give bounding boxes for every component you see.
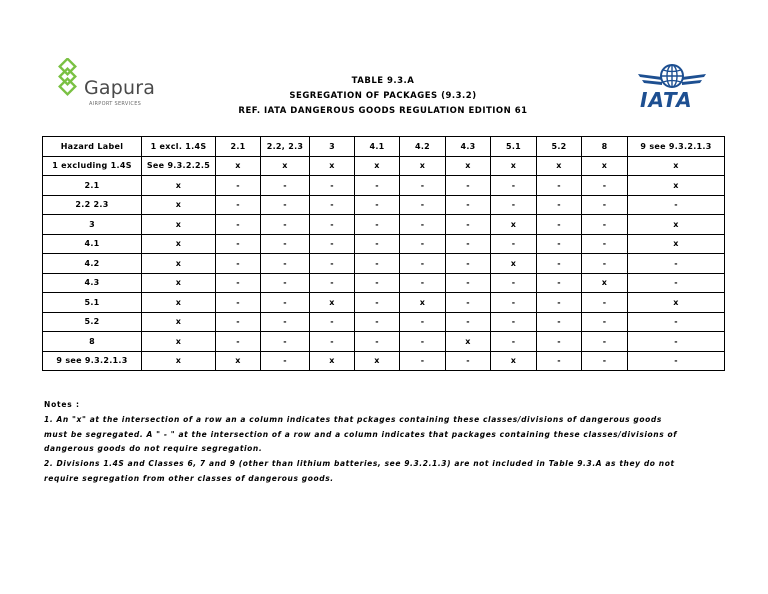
segregation-cell: x xyxy=(582,156,628,176)
segregation-cell: - xyxy=(491,195,537,215)
segregation-cell: - xyxy=(261,351,310,371)
column-header: 4.1 xyxy=(355,137,400,157)
column-header: 9 see 9.3.2.1.3 xyxy=(628,137,725,157)
table-row xyxy=(43,156,725,176)
row-hazard-label: 3 xyxy=(43,215,142,235)
segregation-cell: - xyxy=(537,351,582,371)
segregation-cell: - xyxy=(582,293,628,313)
segregation-cell: x xyxy=(310,351,355,371)
segregation-cell: - xyxy=(582,312,628,332)
segregation-cell: - xyxy=(582,195,628,215)
note-line: 1. An "x" at the intersection of a row an a column indicates that pckages containing these classes/divisions of dangerous goods xyxy=(44,414,662,424)
column-header: 1 excl. 1.4S xyxy=(142,137,216,157)
segregation-cell: - xyxy=(491,176,537,196)
table-row xyxy=(43,234,725,254)
notes-heading: Notes : xyxy=(44,400,80,409)
row-hazard-label: 5.2 xyxy=(43,312,142,332)
column-header: 4.2 xyxy=(400,137,446,157)
segregation-cell: - xyxy=(537,332,582,352)
segregation-cell: - xyxy=(261,332,310,352)
segregation-cell: - xyxy=(446,195,491,215)
segregation-cell: x xyxy=(491,215,537,235)
segregation-cell: x xyxy=(355,156,400,176)
segregation-table xyxy=(42,136,725,371)
segregation-cell: - xyxy=(628,312,725,332)
segregation-cell: - xyxy=(216,312,261,332)
row-hazard-label: 2.2 2.3 xyxy=(43,195,142,215)
column-header: 5.1 xyxy=(491,137,537,157)
segregation-cell: x xyxy=(216,156,261,176)
note-line: 2. Divisions 1.4S and Classes 6, 7 and 9 (other than lithium batteries, see 9.3.2.1.3) are not included in Table 9.3.A as they do not xyxy=(44,459,675,469)
segregation-cell: x xyxy=(142,351,216,371)
table-header-row xyxy=(43,137,725,157)
segregation-cell: x xyxy=(537,156,582,176)
segregation-cell: - xyxy=(582,234,628,254)
table-row xyxy=(43,215,725,235)
table-row xyxy=(43,293,725,313)
segregation-cell: x xyxy=(491,156,537,176)
segregation-cell: - xyxy=(310,176,355,196)
segregation-cell: - xyxy=(310,234,355,254)
segregation-cell: - xyxy=(216,293,261,313)
segregation-cell: - xyxy=(446,312,491,332)
segregation-cell: x xyxy=(628,215,725,235)
segregation-cell: - xyxy=(628,351,725,371)
segregation-cell: - xyxy=(355,215,400,235)
document-title-block xyxy=(200,74,566,119)
segregation-cell: - xyxy=(310,195,355,215)
column-header: 2.2, 2.3 xyxy=(261,137,310,157)
segregation-cell: - xyxy=(310,215,355,235)
segregation-cell: - xyxy=(400,215,446,235)
segregation-cell: - xyxy=(582,351,628,371)
segregation-cell: - xyxy=(400,351,446,371)
segregation-cell: - xyxy=(261,254,310,274)
segregation-cell: x xyxy=(628,156,725,176)
iata-wordmark: IATA xyxy=(640,88,693,112)
segregation-cell: x xyxy=(142,215,216,235)
segregation-cell: - xyxy=(261,273,310,293)
segregation-cell: - xyxy=(216,195,261,215)
segregation-cell: - xyxy=(537,234,582,254)
table-reference: REF. IATA DANGEROUS GOODS REGULATION EDITION 61 xyxy=(238,106,528,116)
segregation-cell: - xyxy=(400,332,446,352)
segregation-cell: x xyxy=(446,332,491,352)
segregation-cell: x xyxy=(142,254,216,274)
row-hazard-label: 2.1 xyxy=(43,176,142,196)
segregation-cell: - xyxy=(261,312,310,332)
segregation-cell: - xyxy=(537,195,582,215)
segregation-cell: - xyxy=(216,215,261,235)
segregation-cell: - xyxy=(216,234,261,254)
segregation-cell: x xyxy=(582,273,628,293)
segregation-cell: x xyxy=(310,293,355,313)
segregation-cell: - xyxy=(310,332,355,352)
segregation-cell: x xyxy=(142,195,216,215)
segregation-cell: - xyxy=(446,234,491,254)
gapura-logo xyxy=(56,58,166,110)
segregation-cell: - xyxy=(628,195,725,215)
segregation-cell: - xyxy=(582,176,628,196)
segregation-cell: - xyxy=(261,234,310,254)
segregation-cell: x xyxy=(142,293,216,313)
segregation-cell: - xyxy=(628,254,725,274)
segregation-cell: - xyxy=(261,215,310,235)
table-row xyxy=(43,351,725,371)
table-row xyxy=(43,332,725,352)
segregation-cell: - xyxy=(446,215,491,235)
segregation-cell: - xyxy=(400,234,446,254)
segregation-cell: x xyxy=(142,234,216,254)
segregation-cell: x xyxy=(355,351,400,371)
segregation-cell: - xyxy=(310,254,355,274)
segregation-cell: x xyxy=(142,176,216,196)
table-row xyxy=(43,195,725,215)
segregation-cell: - xyxy=(537,176,582,196)
segregation-cell: - xyxy=(446,254,491,274)
segregation-cell: - xyxy=(355,234,400,254)
row-hazard-label: 1 excluding 1.4S xyxy=(43,156,142,176)
row-hazard-label: 9 see 9.3.2.1.3 xyxy=(43,351,142,371)
segregation-cell: - xyxy=(310,273,355,293)
segregation-cell: - xyxy=(400,176,446,196)
segregation-cell: - xyxy=(216,254,261,274)
header-hazard-label: Hazard Label xyxy=(43,137,142,157)
segregation-cell: x xyxy=(142,312,216,332)
segregation-cell: x xyxy=(628,293,725,313)
segregation-cell: x xyxy=(216,351,261,371)
segregation-cell: - xyxy=(355,254,400,274)
segregation-cell: - xyxy=(582,332,628,352)
segregation-cell: x xyxy=(261,156,310,176)
segregation-cell: - xyxy=(491,312,537,332)
segregation-cell: x xyxy=(491,254,537,274)
segregation-cell: - xyxy=(491,273,537,293)
column-header: 2.1 xyxy=(216,137,261,157)
gapura-sub-text: AIRPORT SERVICES xyxy=(89,101,142,107)
segregation-cell: x xyxy=(491,351,537,371)
segregation-cell: - xyxy=(491,332,537,352)
row-hazard-label: 8 xyxy=(43,332,142,352)
segregation-cell: - xyxy=(355,195,400,215)
segregation-cell: - xyxy=(582,254,628,274)
column-header: 4.3 xyxy=(446,137,491,157)
segregation-cell: See 9.3.2.2.5 xyxy=(142,156,216,176)
segregation-cell: - xyxy=(261,176,310,196)
segregation-cell: - xyxy=(310,312,355,332)
segregation-cell: - xyxy=(216,176,261,196)
table-row xyxy=(43,254,725,274)
segregation-cell: x xyxy=(628,176,725,196)
table-row xyxy=(43,312,725,332)
segregation-cell: - xyxy=(216,332,261,352)
segregation-cell: - xyxy=(355,273,400,293)
segregation-cell: - xyxy=(355,312,400,332)
note-line: dangerous goods do not require segregation. xyxy=(44,444,263,454)
note-line: require segregation from other classes of dangerous goods. xyxy=(44,473,334,483)
segregation-cell: - xyxy=(400,273,446,293)
segregation-cell: x xyxy=(310,156,355,176)
segregation-cell: - xyxy=(446,176,491,196)
table-body xyxy=(43,156,725,371)
segregation-cell: - xyxy=(446,351,491,371)
segregation-cell: - xyxy=(216,273,261,293)
row-hazard-label: 4.1 xyxy=(43,234,142,254)
iata-logo xyxy=(636,62,708,112)
column-header: 8 xyxy=(582,137,628,157)
segregation-cell: x xyxy=(400,293,446,313)
table-subtitle: SEGREGATION OF PACKAGES (9.3.2) xyxy=(289,91,477,101)
segregation-cell: - xyxy=(491,293,537,313)
segregation-cell: - xyxy=(537,293,582,313)
gapura-logo-mark-icon xyxy=(56,58,86,98)
row-hazard-label: 4.3 xyxy=(43,273,142,293)
segregation-cell: - xyxy=(446,293,491,313)
segregation-cell: x xyxy=(400,156,446,176)
segregation-cell: - xyxy=(446,273,491,293)
row-hazard-label: 5.1 xyxy=(43,293,142,313)
segregation-cell: - xyxy=(628,332,725,352)
segregation-cell: - xyxy=(355,293,400,313)
segregation-cell: - xyxy=(355,332,400,352)
segregation-cell: x xyxy=(446,156,491,176)
table-row xyxy=(43,273,725,293)
segregation-cell: - xyxy=(261,293,310,313)
segregation-cell: - xyxy=(628,273,725,293)
segregation-cell: - xyxy=(582,215,628,235)
segregation-cell: x xyxy=(142,332,216,352)
segregation-cell: x xyxy=(142,273,216,293)
segregation-cell: - xyxy=(355,176,400,196)
segregation-cell: - xyxy=(400,312,446,332)
segregation-cell: x xyxy=(628,234,725,254)
segregation-cell: - xyxy=(537,215,582,235)
notes-section xyxy=(44,398,724,487)
segregation-cell: - xyxy=(537,254,582,274)
table-row xyxy=(43,176,725,196)
segregation-cell: - xyxy=(400,254,446,274)
note-line: must be segregated. A " - " at the intersection of a row and a column indicates that packages containing these classes/divisions of xyxy=(44,429,678,439)
segregation-cell: - xyxy=(537,312,582,332)
row-hazard-label: 4.2 xyxy=(43,254,142,274)
gapura-brand-text: Gapura xyxy=(84,77,156,99)
table-title: TABLE 9.3.A xyxy=(351,76,415,86)
segregation-cell: - xyxy=(400,195,446,215)
segregation-cell: - xyxy=(537,273,582,293)
segregation-cell: - xyxy=(491,234,537,254)
segregation-cell: - xyxy=(261,195,310,215)
column-header: 3 xyxy=(310,137,355,157)
column-header: 5.2 xyxy=(537,137,582,157)
